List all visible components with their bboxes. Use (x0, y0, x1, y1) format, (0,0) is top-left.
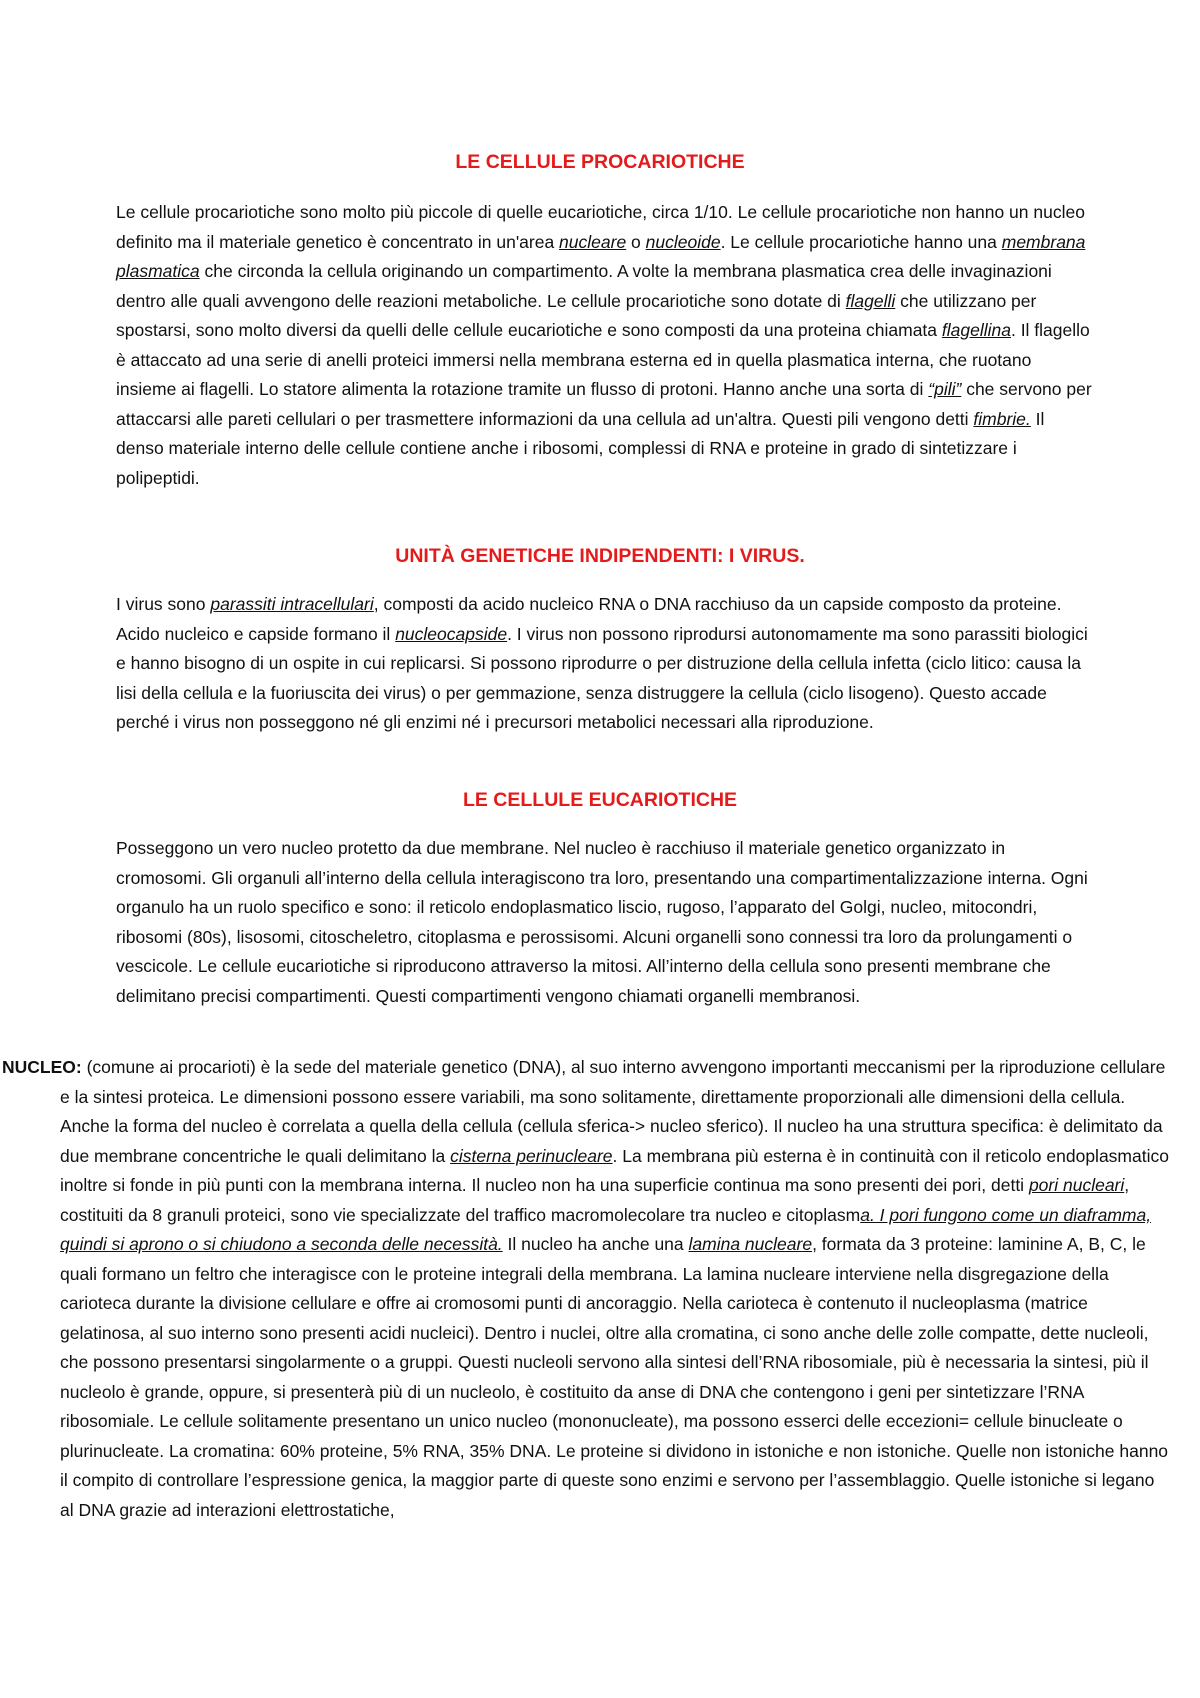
text-span: , costituiti da 8 granuli proteici, sono vie specializzate del traffico macromolecolare tra nucleo e citoplasm (60, 1175, 1130, 1225)
paragraph-nucleo (2, 1053, 1170, 1525)
text-span: che utilizzano per spostarsi, sono molto diversi da quelli delle cellule eucariotiche e sono composti da una proteina chiamata (116, 290, 1037, 340)
text-span: che circonda la cellula originando un compartimento. A volte la membrana plasmatica crea delle invaginazioni dentro alle quali avvengono delle reazioni metaboliche. Le cellule procariotiche sono dotate di (116, 261, 1052, 311)
term-pori-diaframma: a. I pori fungono come un diaframma, quindi si aprono o si chiudono a seconda delle necessità. (60, 1204, 1152, 1254)
term-parassiti-intracellulari: parassiti intracellulari (210, 594, 374, 614)
text-span: (comune ai procarioti) è la sede del materiale genetico (DNA), al suo interno avvengono importanti meccanismi per la riproduzione cellulare e la sintesi proteica. Le dimensioni possono essere variabili, ma sono solitamente, direttamente proporzionali alle dimensioni della cellula. Anche la forma del nucleo è correlata a quella della cellula (cellula sferica-> nucleo sferico). Il nucleo ha una struttura specifica: è delimitato da due membrane concentriche le quali delimitano la (60, 1057, 1166, 1166)
text-span: , composti da acido nucleico RNA o DNA racchiuso da un capside composto da proteine. Acido nucleico e capside formano il (116, 594, 1062, 644)
text-span: . Il flagello è attaccato ad una serie di anelli proteici immersi nella membrana esterna ed in quella plasmatica interna, che ruotano insieme ai flagelli. Lo statore alimenta la rotazione tramite un flusso di protoni. Hanno anche una sorta di (116, 320, 1090, 399)
nucleo-label: NUCLEO: (2, 1057, 82, 1077)
text-span: . La membrana più esterna è in continuità con il reticolo endoplasmatico inoltre si fonde in più punti con la membrana interna. Il nucleo non ha una superficie continua ma sono presenti dei pori, detti (60, 1145, 1169, 1195)
term-membrana-plasmatica: membrana plasmatica (116, 231, 1086, 281)
text-span: Il denso materiale interno delle cellule contiene anche i ribosomi, complessi di RNA e proteine in grado di sintetizzare i polipeptidi. (116, 408, 1045, 488)
text-span: , formata da 3 proteine: laminine A, B, C, le quali formano un feltro che interagisce con le proteine integrali della membrana. La lamina nucleare interviene nella disgregazione della carioteca durante la divisione cellulare e offre ai cromosomi punti di ancoraggio. Nella carioteca è contenuto il nucleoplasma (matrice gelatinosa, al suo interno sono presenti acidi nucleici). Dentro i nuclei, oltre alla cromatina, ci sono anche delle zolle compatte, dette nucleoli, che possono presentarsi singolarmente o a gruppi. Questi nucleoli servono alla sintesi dell’RNA ribosomiale, più è necessaria la sintesi, più il nucleolo è grande, oppure, si presenterà più di un nucleolo, è costituito da anse di DNA che contengono i geni per sintetizzare l’RNA ribosomiale. Le cellule solitamente presentano un unico nucleo (mononucleate), ma possono esserci delle eccezioni= cellule binucleate o plurinucleate. La cromatina: 60% proteine, 5% RNA, 35% DNA. Le proteine si dividono in istoniche e non istoniche. Quelle non istoniche hanno il compito di controllare l’espressione genica, la maggior parte di queste sono enzimi e servono per l’assemblaggio. Quelle istoniche si legano al DNA grazie ad interazioni elettrostatiche, (60, 1234, 1169, 1520)
term-pori-nucleari: pori nucleari (1028, 1175, 1125, 1195)
term-nucleocapside: nucleocapside (395, 623, 508, 644)
term-lamina-nucleare: lamina nucleare (688, 1234, 813, 1254)
term-fimbrie: fimbrie. (973, 408, 1031, 429)
term-pili: “pili” (928, 379, 962, 399)
term-flagellina: flagellina (941, 320, 1011, 340)
paragraph-eucariotiche: Posseggono un vero nucleo protetto da due membrane. Nel nucleo è racchiuso il materiale genetico organizzato in cromosomi. Gli organuli all’interno della cellula interagiscono tra loro, presentando una compartimentalizzazione interna. Ogni organulo ha un ruolo specifico e sono: il reticolo endoplasmatico liscio, rugoso, l’apparato del Golgi, nucleo, mitocondri, ribosomi (80s), lisosomi, citoscheletro, citoplasma e perossisomi. Alcuni organelli sono connessi tra loro da prolungamenti o vescicole. Le cellule eucariotiche si riproducono attraverso la mitosi. All’interno della cellula sono presenti membrane che delimitano precisi compartimenti. Questi compartimenti vengono chiamati organelli membranosi. (116, 838, 1088, 1006)
text-span: . Le cellule procariotiche hanno una (720, 231, 1002, 252)
paragraph-virus (116, 590, 1096, 738)
text-span: Il nucleo ha anche una (502, 1234, 689, 1254)
text-span: . I virus non possono riprodursi autonomamente ma sono parassiti biologici e hanno bisogno di un ospite in cui replicarsi. Si possono riprodurre o per distruzione della cellula infetta (ciclo litico: causa la lisi della cellula e la fuoriuscita dei virus) o per gemmazione, senza distruggere la cellula (ciclo lisogeno). Questo accade perché i virus non posseggono né gli enzimi né i precursori metabolici necessari alla riproduzione. (116, 623, 1088, 732)
heading-procariotiche: LE CELLULE PROCARIOTICHE (455, 151, 745, 173)
text-span: che servono per attaccarsi alle pareti cellulari o per trasmettere informazioni da una cellula ad un'altra. Questi pili vengono detti (116, 379, 1092, 429)
term-flagelli: flagelli (845, 290, 896, 311)
text-span: o (626, 231, 646, 252)
term-nucleare: nucleare (559, 231, 627, 252)
term-cisterna-perinucleare: cisterna perinucleare (450, 1145, 613, 1166)
text-span: Le cellule procariotiche sono molto più piccole di quelle eucariotiche, circa 1/10. Le cellule procariotiche non hanno un nucleo definito ma il materiale genetico è concentrato in un'area (116, 202, 1085, 252)
heading-eucariotiche: LE CELLULE EUCARIOTICHE (462, 789, 738, 811)
heading-virus: UNITÀ GENETICHE INDIPENDENTI: I VIRUS. (395, 545, 805, 567)
text-span: I virus sono (116, 594, 211, 614)
term-nucleoide: nucleoide (645, 231, 721, 252)
paragraph-procariotiche (116, 198, 1096, 493)
